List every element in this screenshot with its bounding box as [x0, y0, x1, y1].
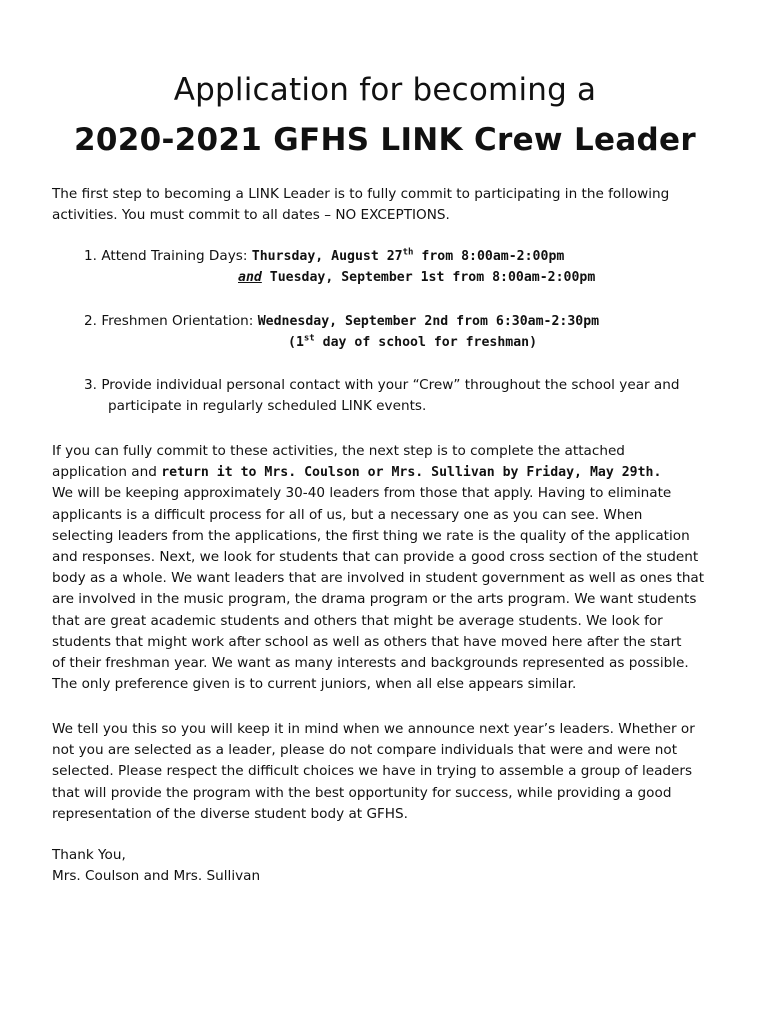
list-item-orientation	[84, 311, 734, 353]
list-item-training-days	[84, 246, 734, 288]
list-number: 3.	[84, 377, 97, 393]
body-line: are involved in the music program, the drama program or the arts program. We want students	[52, 591, 697, 608]
closing	[52, 845, 728, 887]
body-line: of their freshman year. We want as many interests and backgrounds represented as possible.	[52, 655, 689, 672]
training-date-1: Thursday, August 27th from 8:00am-2:00pm	[251, 247, 565, 264]
list-number: 2.	[84, 313, 97, 329]
intro-paragraph	[52, 184, 728, 226]
list-label: Freshmen Orientation:	[101, 313, 254, 329]
body-line: not you are selected as a leader, please do not compare individuals that were and were not	[52, 742, 678, 759]
body-paragraph-2	[52, 719, 728, 825]
body-line: representation of the diverse student body at GFHS.	[52, 805, 408, 822]
body-line: selecting leaders from the applications, the first thing we rate is the quality of the application	[52, 527, 690, 544]
list-label: Attend Training Days:	[101, 248, 248, 264]
intro-line: The first step to becoming a LINK Leader is to fully commit to participating in the following	[52, 186, 670, 202]
body-line: body as a whole. We want leaders that are involved in student government as well as ones that	[52, 570, 705, 587]
body-line: We will be keeping approximately 30-40 leaders from those that apply. Having to eliminate	[52, 485, 672, 502]
closing-thanks: Thank You,	[52, 847, 126, 863]
and-word: and	[238, 270, 262, 286]
body-line: If you can fully commit to these activities, the next step is to complete the attached	[52, 443, 625, 459]
list-text: Provide individual personal contact with your “Crew” throughout the school year and	[101, 377, 680, 393]
body-line: We tell you this so you will keep it in mind when we announce next year’s leaders. Whether or	[52, 721, 695, 737]
body-line: and responses. Next, we look for students that can provide a good cross section of the student	[52, 549, 699, 566]
list-number: 1.	[84, 248, 97, 264]
orientation-note: (1st day of school for freshman)	[288, 333, 538, 351]
body-line: The only preference given is to current juniors, when all else appears similar.	[52, 676, 577, 693]
body-line: that are great academic students and others that might be average students. We look for	[52, 612, 663, 629]
list-text: participate in regularly scheduled LINK events.	[108, 398, 427, 415]
deadline-text: return it to Mrs. Coulson or Mrs. Sullivan by Friday, May 29th.	[161, 465, 662, 481]
closing-signature: Mrs. Coulson and Mrs. Sullivan	[52, 868, 261, 885]
title-line-2: 2020-2021 GFHS LINK Crew Leader	[74, 122, 696, 158]
intro-line: activities. You must commit to all dates – NO EXCEPTIONS.	[52, 207, 450, 224]
list-item-contact	[84, 375, 734, 417]
body-paragraph-1	[52, 441, 728, 695]
title-line-1: Application for becoming a	[173, 72, 597, 108]
body-line: application and return it to Mrs. Coulson or Mrs. Sullivan by Friday, May 29th.	[52, 464, 662, 481]
body-line: applicants is a difficult process for all of us, but a necessary one as you can see. When	[52, 506, 643, 523]
body-line: selected. Please respect the difficult choices we have in trying to assemble a group of leaders	[52, 763, 693, 780]
training-date-2: and Tuesday, September 1st from 8:00am-2:00pm	[238, 270, 596, 286]
orientation-date: Wednesday, September 2nd from 6:30am-2:30pm	[257, 314, 600, 329]
body-line: that will provide the program with the best opportunity for success, while providing a good	[52, 784, 672, 801]
body-line: students that might work after school as well as others that have moved here after the start	[52, 633, 682, 650]
